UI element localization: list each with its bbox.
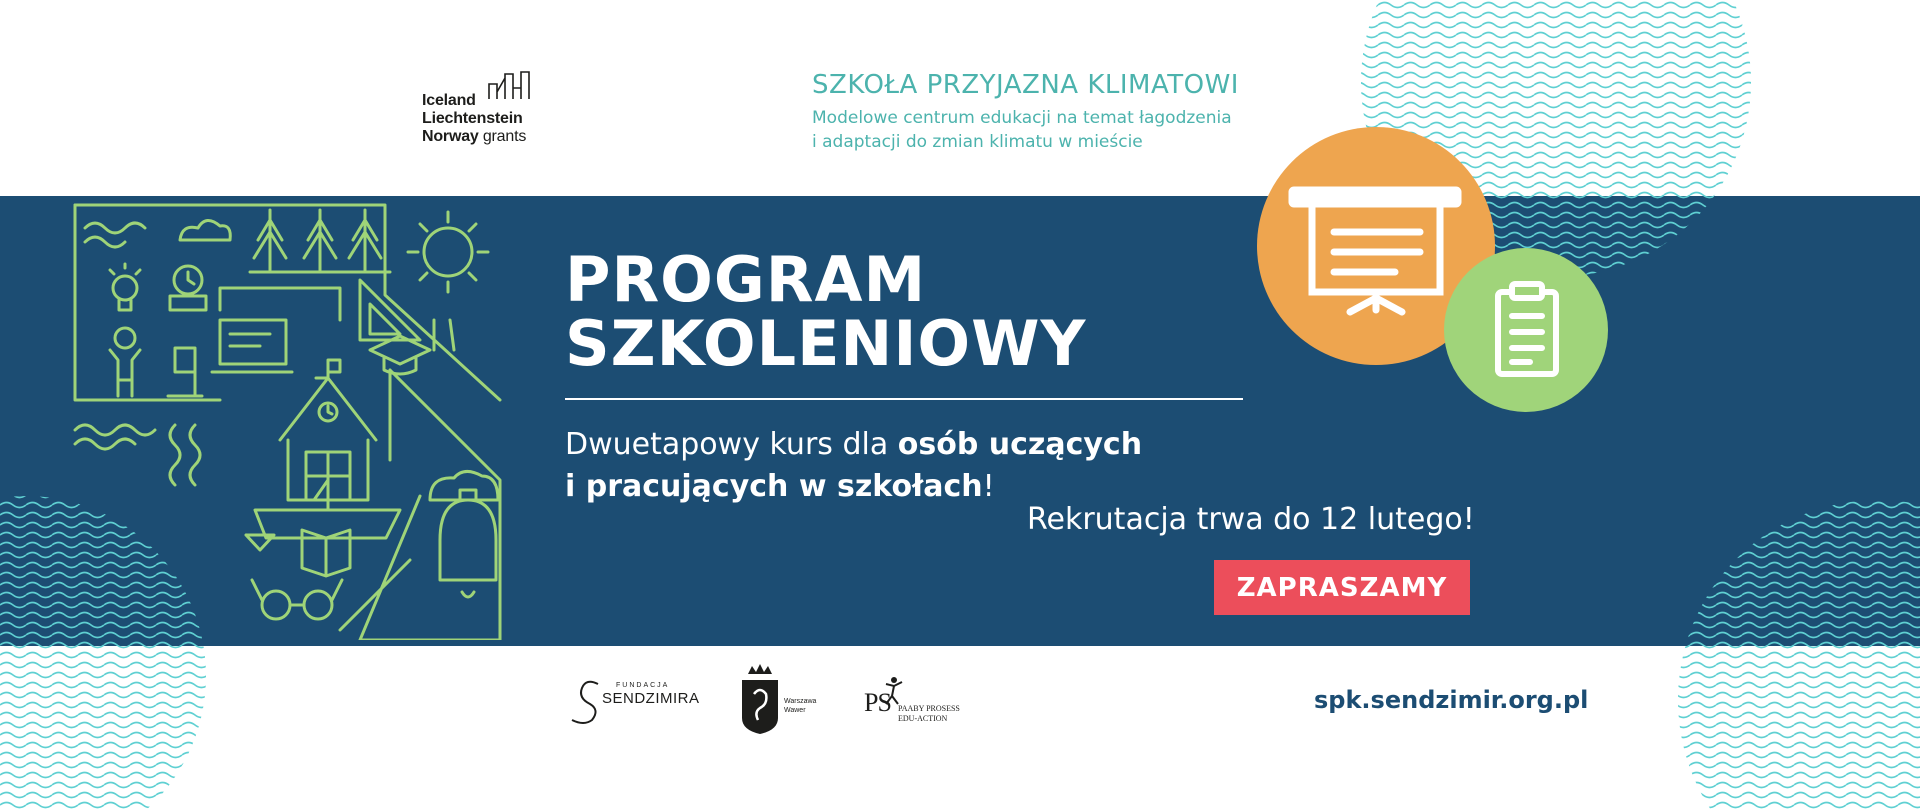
title-divider	[565, 398, 1243, 400]
grants-line-1: Iceland	[422, 92, 476, 109]
warszawa-wawer-logo: Warszawa Wawer	[738, 664, 838, 736]
recruitment-deadline: Rekrutacja trwa do 12 lutego!	[1027, 502, 1475, 537]
main-title-line-2: SZKOLENIOWY	[565, 307, 1087, 380]
paaby-prosess-logo: PS PAABY PROSESS EDU-ACTION	[864, 676, 964, 726]
invite-button[interactable]: ZAPRASZAMY	[1214, 560, 1470, 615]
grants-line-3: Norway grants	[422, 128, 527, 145]
sendzimir-foundation-logo: FUNDACJA SENDZIMIRA	[568, 678, 678, 728]
project-title: SZKOŁA PRZYJAZNA KLIMATOWI	[812, 70, 1239, 100]
main-title-line-1: PROGRAM	[565, 243, 927, 316]
wawer-crest-icon	[738, 664, 782, 736]
school-illustration	[70, 200, 510, 640]
main-title	[565, 243, 1087, 380]
course-description: Dwuetapowy kurs dla osób uczących i pracujących w szkołach!	[565, 427, 1143, 504]
grants-line-2: Liechtenstein	[422, 110, 523, 127]
project-subtitle: Modelowe centrum edukacji na temat łagodzenia i adaptacji do zmian klimatu w mieście	[812, 108, 1232, 152]
website-link[interactable]: spk.sendzimir.org.pl	[1314, 686, 1589, 714]
